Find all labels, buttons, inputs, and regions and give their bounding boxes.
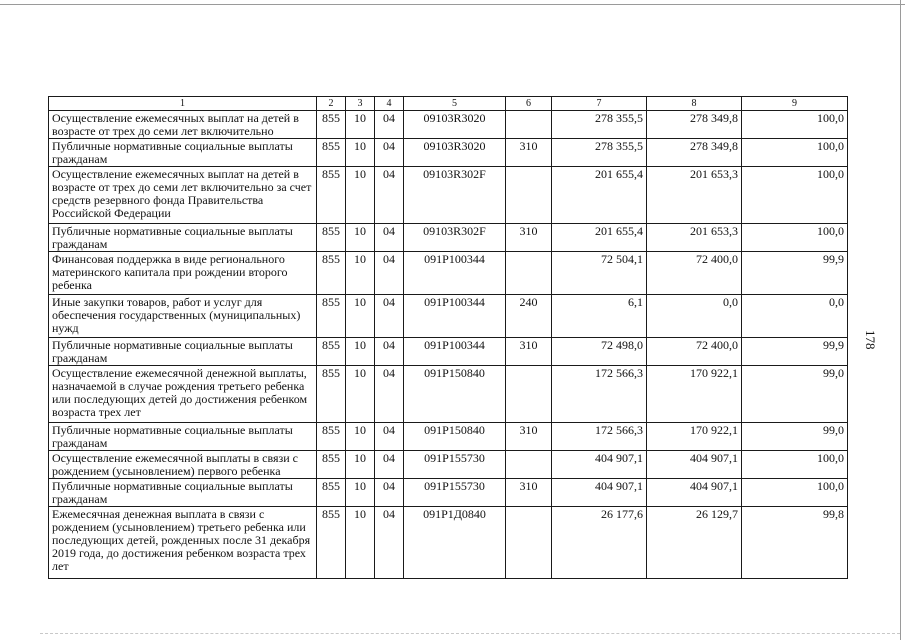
page-frame-right xyxy=(900,0,901,640)
row-vr xyxy=(506,507,552,579)
row-pr: 04 xyxy=(375,295,404,338)
row-percent: 100,0 xyxy=(742,139,848,167)
row-plan: 201 655,4 xyxy=(552,167,647,224)
row-fact: 26 129,7 xyxy=(647,507,742,579)
row-plan: 172 566,3 xyxy=(552,423,647,451)
row-percent: 0,0 xyxy=(742,295,848,338)
table-row xyxy=(49,338,848,366)
row-pr: 04 xyxy=(375,451,404,479)
row-csr: 091P150840 xyxy=(404,423,506,451)
row-plan: 404 907,1 xyxy=(552,451,647,479)
row-pr: 04 xyxy=(375,224,404,252)
row-rz: 10 xyxy=(346,167,375,224)
row-percent: 99,0 xyxy=(742,366,848,423)
row-csr: 091P100344 xyxy=(404,338,506,366)
row-rz: 10 xyxy=(346,338,375,366)
row-csr: 09103R3020 xyxy=(404,139,506,167)
budget-table xyxy=(48,96,848,579)
row-plan: 72 498,0 xyxy=(552,338,647,366)
row-plan: 278 355,5 xyxy=(552,111,647,139)
row-vr: 310 xyxy=(506,224,552,252)
row-rz: 10 xyxy=(346,139,375,167)
table-row xyxy=(49,224,848,252)
page-frame-bottom xyxy=(40,633,900,634)
header-col-1: 1 xyxy=(49,97,317,111)
row-csr: 09103R3020 xyxy=(404,111,506,139)
row-fact: 170 922,1 xyxy=(647,366,742,423)
row-fact: 201 653,3 xyxy=(647,167,742,224)
row-vr xyxy=(506,366,552,423)
row-fact: 404 907,1 xyxy=(647,451,742,479)
header-col-4: 4 xyxy=(375,97,404,111)
row-ved: 855 xyxy=(317,479,346,507)
table-row xyxy=(49,479,848,507)
row-csr: 091P155730 xyxy=(404,451,506,479)
row-percent: 100,0 xyxy=(742,479,848,507)
row-ved: 855 xyxy=(317,167,346,224)
row-pr: 04 xyxy=(375,366,404,423)
row-ved: 855 xyxy=(317,224,346,252)
row-rz: 10 xyxy=(346,423,375,451)
row-plan: 404 907,1 xyxy=(552,479,647,507)
row-rz: 10 xyxy=(346,366,375,423)
row-csr: 09103R302F xyxy=(404,224,506,252)
row-percent: 99,8 xyxy=(742,507,848,579)
row-ved: 855 xyxy=(317,111,346,139)
row-plan: 6,1 xyxy=(552,295,647,338)
row-vr xyxy=(506,451,552,479)
row-fact: 170 922,1 xyxy=(647,423,742,451)
row-vr: 240 xyxy=(506,295,552,338)
row-ved: 855 xyxy=(317,366,346,423)
row-rz: 10 xyxy=(346,111,375,139)
row-percent: 100,0 xyxy=(742,224,848,252)
row-percent: 99,9 xyxy=(742,338,848,366)
header-col-7: 7 xyxy=(552,97,647,111)
header-col-3: 3 xyxy=(346,97,375,111)
table-row xyxy=(49,423,848,451)
table-row xyxy=(49,111,848,139)
row-ved: 855 xyxy=(317,139,346,167)
header-col-9: 9 xyxy=(742,97,848,111)
row-fact: 72 400,0 xyxy=(647,252,742,295)
row-name: Осуществление ежемесячных выплат на детей в возрасте от трех до семи лет включительно xyxy=(49,111,317,139)
row-name: Осуществление ежемесячной выплаты в связи с рождением (усыновлением) первого ребенка xyxy=(49,451,317,479)
table-body xyxy=(49,111,848,579)
row-pr: 04 xyxy=(375,479,404,507)
row-vr: 310 xyxy=(506,479,552,507)
row-name: Публичные нормативные социальные выплаты гражданам xyxy=(49,338,317,366)
row-vr: 310 xyxy=(506,423,552,451)
row-pr: 04 xyxy=(375,111,404,139)
row-pr: 04 xyxy=(375,139,404,167)
row-rz: 10 xyxy=(346,252,375,295)
row-percent: 99,0 xyxy=(742,423,848,451)
row-pr: 04 xyxy=(375,423,404,451)
row-ved: 855 xyxy=(317,423,346,451)
row-name: Публичные нормативные социальные выплаты гражданам xyxy=(49,139,317,167)
row-fact: 72 400,0 xyxy=(647,338,742,366)
row-rz: 10 xyxy=(346,451,375,479)
row-name: Публичные нормативные социальные выплаты гражданам xyxy=(49,224,317,252)
row-name: Ежемесячная денежная выплата в связи с рождением (усыновлением) третьего ребенка или последующих детей, рожденных после 31 декабря 2019 года, до достижения ребенком возраста трех лет xyxy=(49,507,317,579)
row-ved: 855 xyxy=(317,295,346,338)
table-row xyxy=(49,252,848,295)
row-plan: 172 566,3 xyxy=(552,366,647,423)
header-col-6: 6 xyxy=(506,97,552,111)
row-name: Публичные нормативные социальные выплаты гражданам xyxy=(49,479,317,507)
row-vr xyxy=(506,111,552,139)
row-name: Публичные нормативные социальные выплаты гражданам xyxy=(49,423,317,451)
row-plan: 26 177,6 xyxy=(552,507,647,579)
table-row xyxy=(49,167,848,224)
header-col-2: 2 xyxy=(317,97,346,111)
row-plan: 201 655,4 xyxy=(552,224,647,252)
row-fact: 278 349,8 xyxy=(647,111,742,139)
table-row xyxy=(49,366,848,423)
row-ved: 855 xyxy=(317,451,346,479)
row-csr: 091P1Д0840 xyxy=(404,507,506,579)
row-csr: 09103R302F xyxy=(404,167,506,224)
row-csr: 091P155730 xyxy=(404,479,506,507)
row-pr: 04 xyxy=(375,338,404,366)
row-fact: 0,0 xyxy=(647,295,742,338)
row-fact: 278 349,8 xyxy=(647,139,742,167)
row-ved: 855 xyxy=(317,338,346,366)
row-name: Осуществление ежемесячных выплат на детей в возрасте от трех до семи лет включительно за счет средств резервного фонда Правительства Российской Федерации xyxy=(49,167,317,224)
row-plan: 278 355,5 xyxy=(552,139,647,167)
row-rz: 10 xyxy=(346,295,375,338)
page-number: 178 xyxy=(863,330,878,350)
table-row xyxy=(49,139,848,167)
row-rz: 10 xyxy=(346,507,375,579)
row-pr: 04 xyxy=(375,167,404,224)
row-pr: 04 xyxy=(375,252,404,295)
row-percent: 100,0 xyxy=(742,111,848,139)
header-row xyxy=(49,97,848,111)
row-csr: 091P150840 xyxy=(404,366,506,423)
row-vr: 310 xyxy=(506,338,552,366)
row-vr xyxy=(506,167,552,224)
row-percent: 99,9 xyxy=(742,252,848,295)
row-name: Иные закупки товаров, работ и услуг для обеспечения государственных (муниципальных) нужд xyxy=(49,295,317,338)
row-fact: 201 653,3 xyxy=(647,224,742,252)
row-plan: 72 504,1 xyxy=(552,252,647,295)
row-ved: 855 xyxy=(317,507,346,579)
row-csr: 091P100344 xyxy=(404,295,506,338)
row-vr xyxy=(506,252,552,295)
row-percent: 100,0 xyxy=(742,167,848,224)
row-ved: 855 xyxy=(317,252,346,295)
row-rz: 10 xyxy=(346,224,375,252)
row-csr: 091P100344 xyxy=(404,252,506,295)
row-name: Осуществление ежемесячной денежной выплаты, назначаемой в случае рождения третьего ребенка или последующих детей до достижения ребенком возраста трех лет xyxy=(49,366,317,423)
table-row xyxy=(49,507,848,579)
table-row xyxy=(49,451,848,479)
row-pr: 04 xyxy=(375,507,404,579)
header-col-8: 8 xyxy=(647,97,742,111)
page-frame-top xyxy=(0,4,905,5)
row-rz: 10 xyxy=(346,479,375,507)
table-row xyxy=(49,295,848,338)
row-name: Финансовая поддержка в виде регионального материнского капитала при рождении второго ребенка xyxy=(49,252,317,295)
row-vr: 310 xyxy=(506,139,552,167)
header-col-5: 5 xyxy=(404,97,506,111)
row-fact: 404 907,1 xyxy=(647,479,742,507)
row-percent: 100,0 xyxy=(742,451,848,479)
table-header xyxy=(49,97,848,111)
